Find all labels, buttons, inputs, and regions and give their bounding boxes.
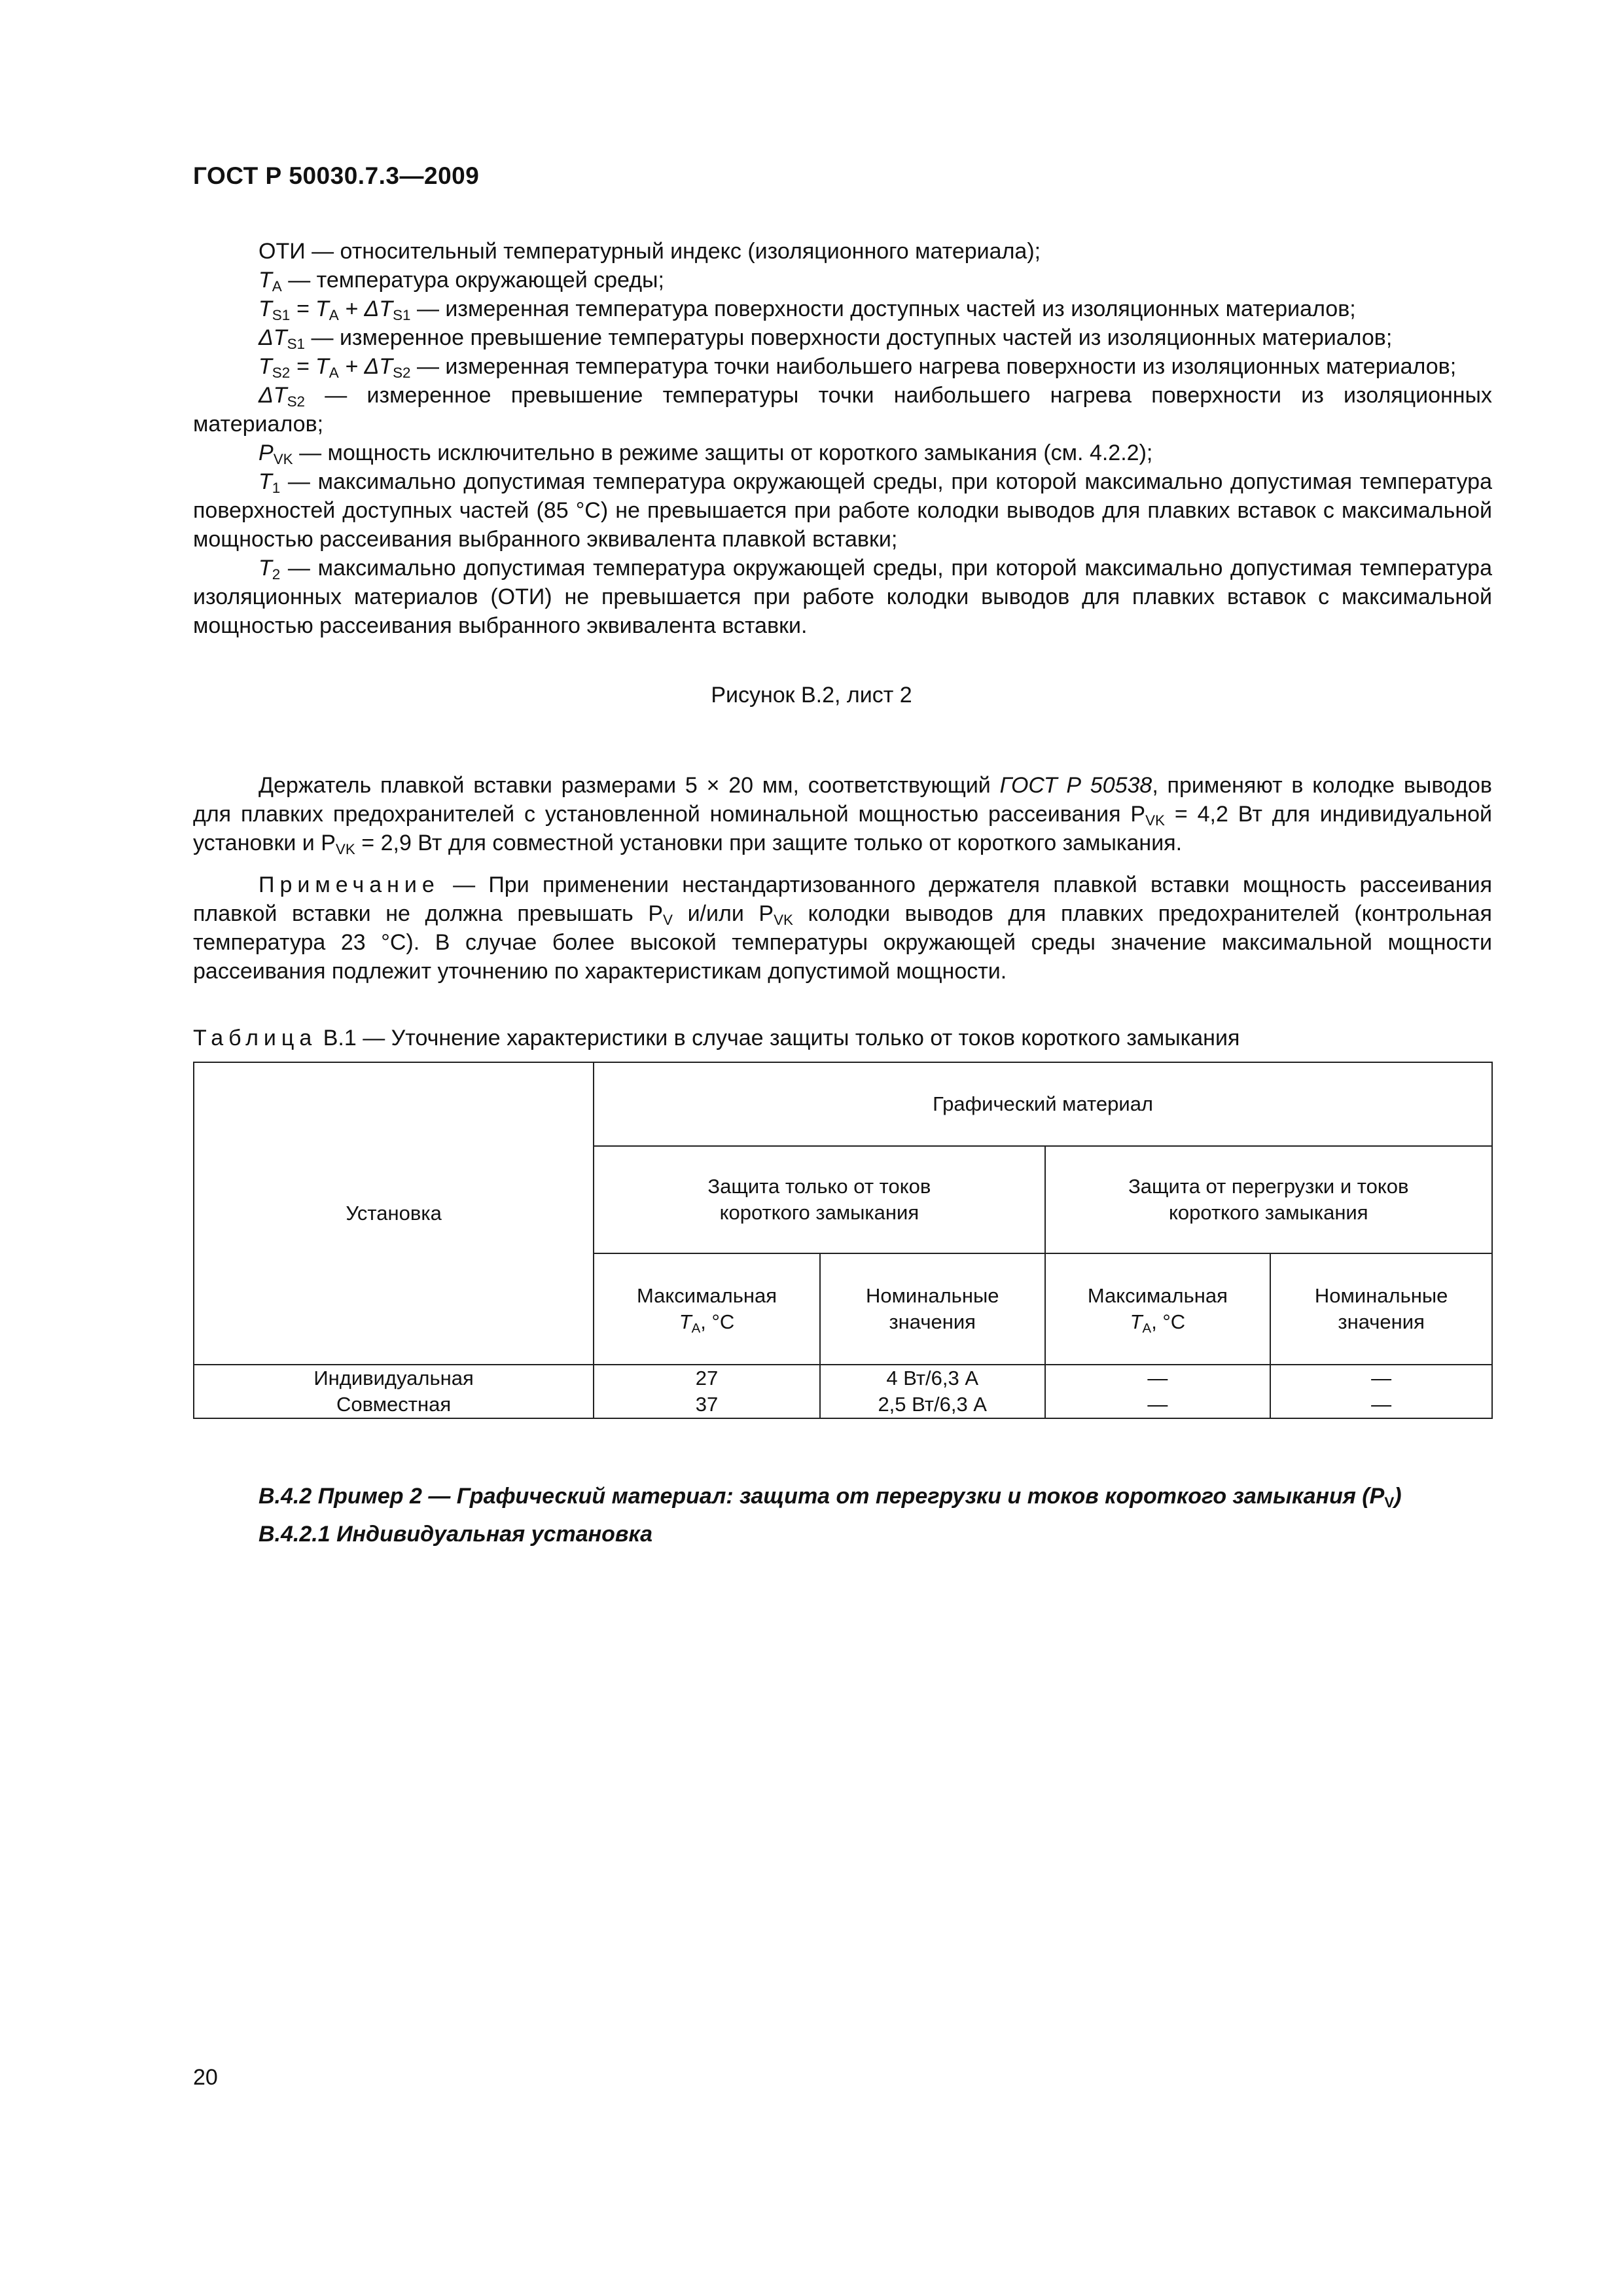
cell-text: Совместная xyxy=(336,1393,452,1416)
header-cell-nom1 xyxy=(820,1253,1045,1365)
def-symbol: P xyxy=(259,440,274,465)
def-equation: = T xyxy=(290,296,329,321)
note-paragraph xyxy=(193,870,1492,986)
cell-text: — xyxy=(1371,1393,1392,1416)
header-cell-group2 xyxy=(1045,1146,1492,1253)
cell-text: 2,5 Вт/6,3 А xyxy=(878,1393,987,1416)
def-subscript: S1 xyxy=(272,307,291,323)
definition-item xyxy=(193,554,1492,640)
cell-text: — xyxy=(1371,1367,1392,1390)
subscript: A xyxy=(1142,1321,1152,1336)
subheader-unit: , °С xyxy=(1151,1310,1186,1333)
header-cell-nom2 xyxy=(1270,1253,1492,1365)
note-text: и/или P xyxy=(673,901,774,926)
subscript: V xyxy=(663,912,673,928)
document-header: ГОСТ Р 50030.7.3—2009 xyxy=(193,162,480,189)
subscript: A xyxy=(691,1321,701,1336)
definition-item xyxy=(193,323,1492,352)
figure-caption: Рисунок В.2, лист 2 xyxy=(711,683,912,708)
subscript: V xyxy=(1384,1494,1395,1511)
table-label: Таблица xyxy=(193,1026,317,1050)
page-number: 20 xyxy=(193,2065,218,2090)
subheader-label: Максимальная xyxy=(636,1284,777,1307)
def-text: — температура окружающей среды; xyxy=(281,268,664,293)
section-heading xyxy=(193,1480,1492,1512)
cell-text: — xyxy=(1147,1367,1168,1390)
subheader-label: Номинальные значения xyxy=(865,1284,999,1333)
subscript: VK xyxy=(774,912,794,928)
def-text: — измеренная температура точки наибольшего нагрева поверхности из изоляционных материалов; xyxy=(410,354,1457,379)
cell-text: Индивидуальная xyxy=(313,1367,474,1390)
def-text: — мощность исключительно в режиме защиты от короткого замыкания (см. 4.2.2); xyxy=(293,440,1153,465)
cell-installation xyxy=(194,1365,594,1418)
subheader-label: Максимальная xyxy=(1087,1284,1228,1307)
definition-item xyxy=(193,266,1492,295)
def-subscript: S2 xyxy=(287,393,306,410)
cell-text: 4 Вт/6,3 А xyxy=(886,1367,979,1390)
def-equation: = T xyxy=(290,354,329,379)
def-subscript: S1 xyxy=(287,336,306,352)
subheader-unit: , °С xyxy=(700,1310,735,1333)
definition-item xyxy=(193,237,1492,266)
def-symbol: T xyxy=(259,556,272,581)
subscript: VK xyxy=(1145,812,1166,829)
def-subscript: S2 xyxy=(272,365,291,381)
cell-max2 xyxy=(1045,1365,1271,1418)
def-text: — измеренное превышение температуры точки наибольшего нагрева поверхности из изоляционных материалов; xyxy=(193,383,1492,437)
paragraph-text: = 4,2 Вт для индивидуальной установки и P xyxy=(193,802,1492,855)
definition-item xyxy=(193,381,1492,439)
paragraph-text: = 2,9 Вт для совместной установки при защите только от короткого замыкания. xyxy=(355,831,1183,855)
def-symbol: T xyxy=(259,296,272,321)
subscript: VK xyxy=(335,841,355,857)
subsection-heading: В.4.2.1 Индивидуальная установка xyxy=(259,1522,653,1547)
def-subscript: 1 xyxy=(272,480,281,496)
heading-text: ) xyxy=(1394,1484,1402,1509)
def-subscript: VK xyxy=(273,451,293,467)
cell-text: — xyxy=(1147,1393,1168,1416)
definition-item xyxy=(193,352,1492,381)
definition-item xyxy=(193,467,1492,554)
def-subscript: S1 xyxy=(393,307,411,323)
note-text: — При применении нестандартизованного держателя плавкой вставки мощность рассеивания плавкой вставки не должна превышать P xyxy=(193,872,1492,926)
cell-max1 xyxy=(594,1365,820,1418)
table-title xyxy=(193,1026,1240,1051)
paragraph-text: Держатель плавкой вставки размерами 5 × 20 мм, соответствующий xyxy=(259,773,1000,798)
subheader-unit: T xyxy=(679,1310,692,1333)
def-symbol: T xyxy=(259,469,272,494)
def-text: — измеренная температура поверхности доступных частей из изоляционных материалов; xyxy=(410,296,1356,321)
def-subscript: S2 xyxy=(393,365,411,381)
def-equation: + ΔT xyxy=(338,296,393,321)
def-subscript: A xyxy=(329,365,339,381)
table-title-text: В.1 — Уточнение характеристики в случае защиты только от токов короткого замыкания xyxy=(317,1026,1240,1050)
def-subscript: A xyxy=(329,307,339,323)
standard-reference: ГОСТ Р 50538 xyxy=(999,773,1152,798)
subheader-label: Номинальные значения xyxy=(1314,1284,1448,1333)
def-text: — максимально допустимая температура окружающей среды, при которой максимально допустимая температура изоляционных материалов (ОТИ) не превышается при работе колодки выводов для плавких вставок с максимальной мощностью рассеивания выбранного эквивалента вставки. xyxy=(193,556,1492,638)
def-text: — измеренное превышение температуры поверхности доступных частей из изоляционных материалов; xyxy=(305,325,1393,350)
paragraph-text: , применяют в колодке выводов для плавких предохранителей с установленной номинальной мощностью рассеивания P xyxy=(193,773,1492,827)
group-label: Защита только от токов короткого замыкания xyxy=(707,1175,931,1224)
definitions-list xyxy=(193,237,1492,640)
def-symbol: T xyxy=(259,354,272,379)
cell-nom2 xyxy=(1270,1365,1492,1418)
def-text: — относительный температурный индекс (изоляционного материала); xyxy=(305,239,1041,264)
def-text: — максимально допустимая температура окружающей среды, при которой максимально допустимая температура поверхностей доступных частей (85 °C) не превышается при работе колодки выводов для плавких вставок с максимальной мощностью рассеивания выбранного эквивалента плавкой вставки; xyxy=(193,469,1492,552)
table-row xyxy=(194,1365,1492,1418)
def-subscript: 2 xyxy=(272,566,281,583)
header-cell-max2 xyxy=(1045,1253,1271,1365)
body-text xyxy=(193,771,1492,999)
header-cell-graphic: Графический материал xyxy=(594,1062,1492,1146)
subheader-unit: T xyxy=(1130,1310,1143,1333)
def-subscript: A xyxy=(272,278,282,295)
paragraph xyxy=(193,771,1492,857)
cell-text: 27 xyxy=(695,1367,719,1390)
heading-text: В.4.2 Пример 2 — Графический материал: защита от перегрузки и токов короткого замыкания (P xyxy=(259,1484,1385,1509)
header-cell-installation: Установка xyxy=(194,1062,594,1365)
definition-item xyxy=(193,295,1492,323)
section-headings xyxy=(193,1480,1492,1556)
cell-text: 37 xyxy=(695,1393,719,1416)
note-label: Примечание xyxy=(259,872,440,897)
group-label: Защита от перегрузки и токов короткого замыкания xyxy=(1128,1175,1409,1224)
definition-item xyxy=(193,439,1492,467)
note-text: колодки выводов для плавких предохранителей (контрольная температура 23 °C). В случае более высокой температуры окружающей среды значение максимальной мощности рассеивания подлежит уточнению по характеристикам допустимой мощности. xyxy=(193,901,1492,984)
def-symbol: T xyxy=(259,268,272,293)
def-symbol: ОТИ xyxy=(259,239,306,264)
header-cell-group1 xyxy=(594,1146,1044,1253)
def-symbol: ΔT xyxy=(259,325,287,350)
def-symbol: ΔT xyxy=(259,383,287,408)
header-cell-max1 xyxy=(594,1253,820,1365)
data-table xyxy=(193,1062,1493,1419)
def-equation: + ΔT xyxy=(338,354,393,379)
cell-nom1 xyxy=(820,1365,1045,1418)
